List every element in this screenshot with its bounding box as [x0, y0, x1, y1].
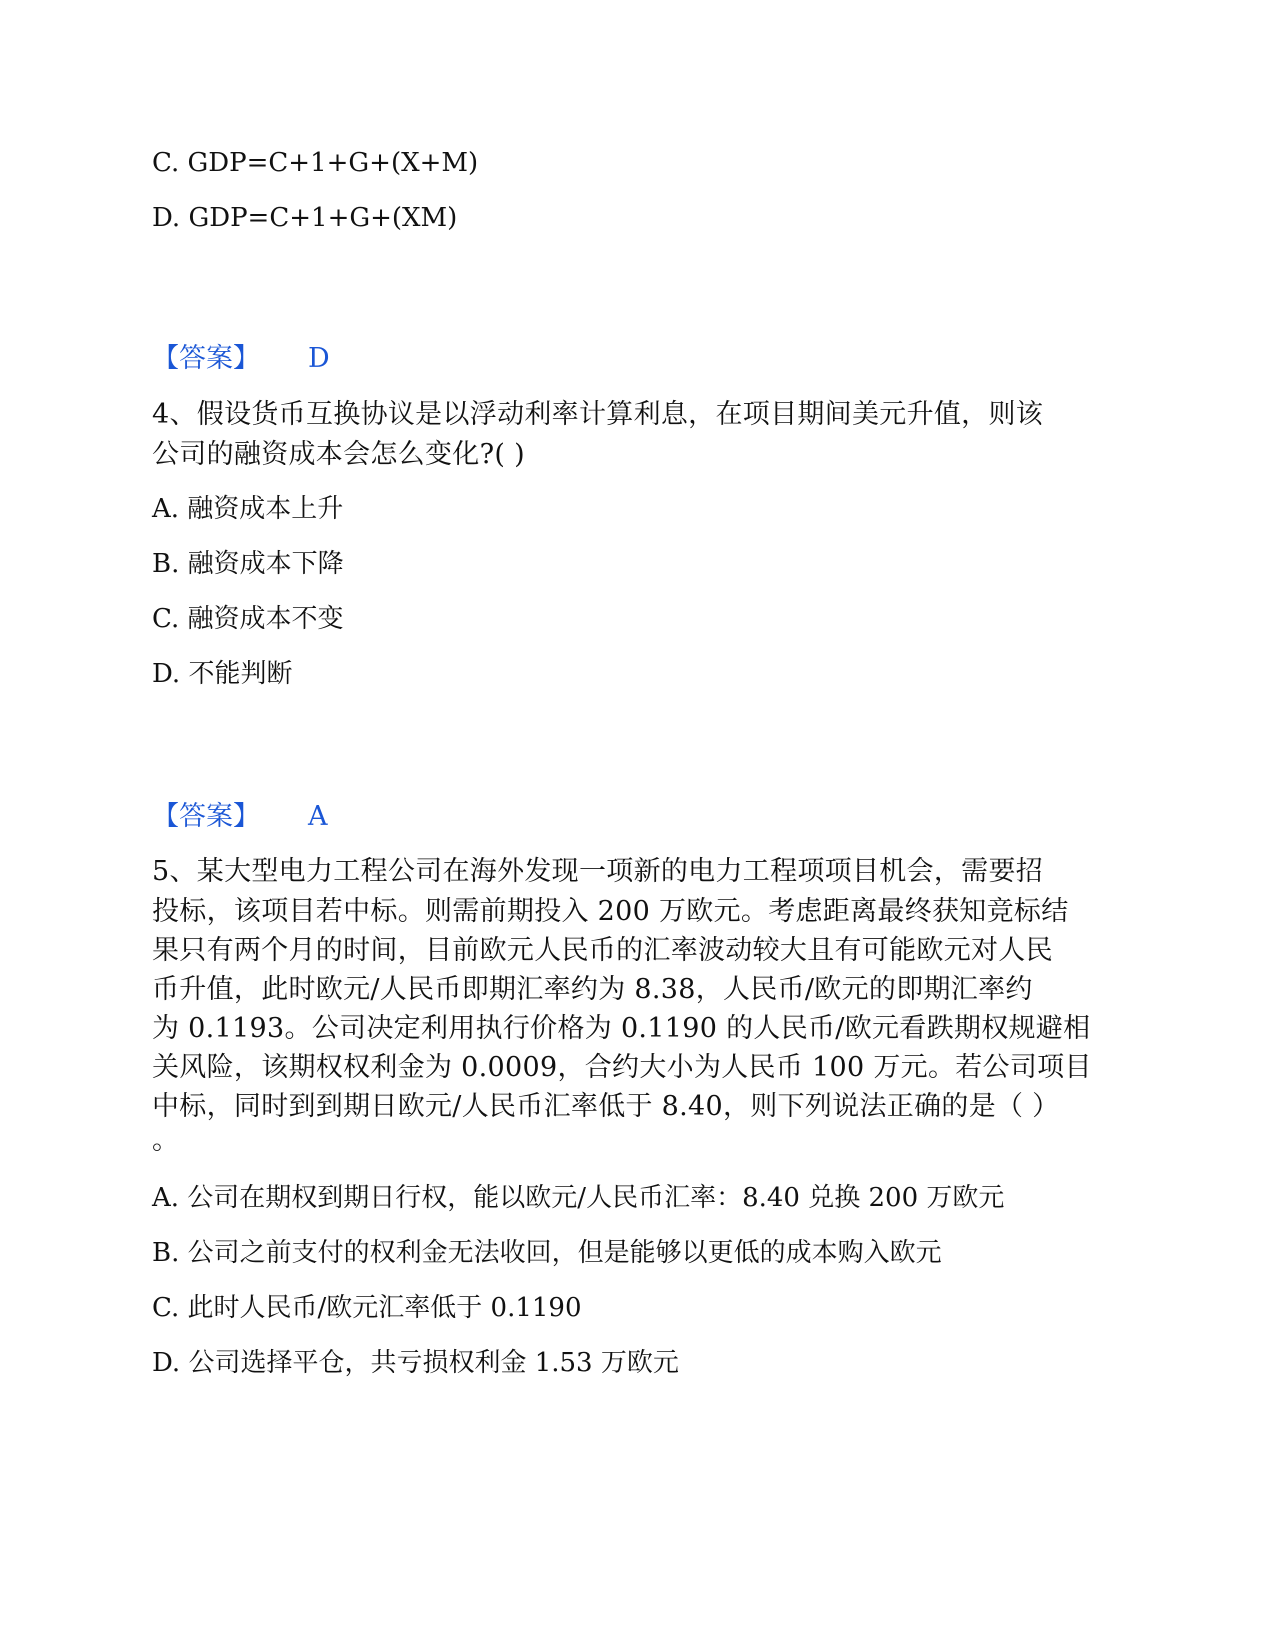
- q4-option-d: D. 不能判断: [152, 659, 293, 689]
- answer-label: 【答案】: [152, 343, 260, 374]
- q5-text-line-7: 中标，同时到到期日欧元/人民币汇率低于 8.40，则下列说法正确的是（ ）: [152, 1091, 1060, 1122]
- q5-option-b: B. 公司之前支付的权利金无法收回，但是能够以更低的成本购入欧元: [152, 1238, 942, 1268]
- q5-text-line-2: 投标，该项目若中标。则需前期投入 200 万欧元。考虑距离最终获知竞标结: [152, 896, 1069, 927]
- answer-label: 【答案】: [152, 801, 260, 832]
- q5-text-line-5: 为 0.1193。公司决定利用执行价格为 0.1190 的人民币/欧元看跌期权规避相: [152, 1013, 1091, 1044]
- q4-option-a: A. 融资成本上升: [152, 494, 344, 524]
- q4-text-line-1: 4、假设货币互换协议是以浮动利率计算利息，在项目期间美元升值，则该: [152, 399, 1044, 430]
- q5-option-c: C. 此时人民币/欧元汇率低于 0.1190: [152, 1293, 582, 1323]
- q5-text-line-8: 。: [152, 1125, 180, 1156]
- q3-option-c: C. GDP=C+1+G+(X+M): [152, 148, 479, 178]
- q3-option-d: D. GDP=C+1+G+(XM): [152, 203, 458, 233]
- q5-text-line-4: 币升值，此时欧元/人民币即期汇率约为 8.38，人民币/欧元的即期汇率约: [152, 974, 1033, 1005]
- q4-option-b: B. 融资成本下降: [152, 549, 344, 579]
- q3-answer: [152, 344, 330, 374]
- q5-text-line-6: 关风险，该期权权利金为 0.0009，合约大小为人民币 100 万元。若公司项目: [152, 1052, 1092, 1083]
- q5-option-d: D. 公司选择平仓，共亏损权利金 1.53 万欧元: [152, 1348, 679, 1378]
- q5-text-line-3: 果只有两个月的时间，目前欧元人民币的汇率波动较大且有可能欧元对人民: [152, 935, 1053, 966]
- q5-text-line-1: 5、某大型电力工程公司在海外发现一项新的电力工程项项目机会，需要招: [152, 856, 1044, 887]
- q4-text-line-2: 公司的融资成本会怎么变化?( ): [152, 439, 525, 470]
- answer-value: A: [308, 801, 328, 832]
- q4-answer: [152, 802, 328, 832]
- q4-option-c: C. 融资成本不变: [152, 604, 344, 634]
- q5-option-a: A. 公司在期权到期日行权，能以欧元/人民币汇率：8.40 兑换 200 万欧元: [152, 1183, 1005, 1213]
- answer-value: D: [308, 343, 330, 374]
